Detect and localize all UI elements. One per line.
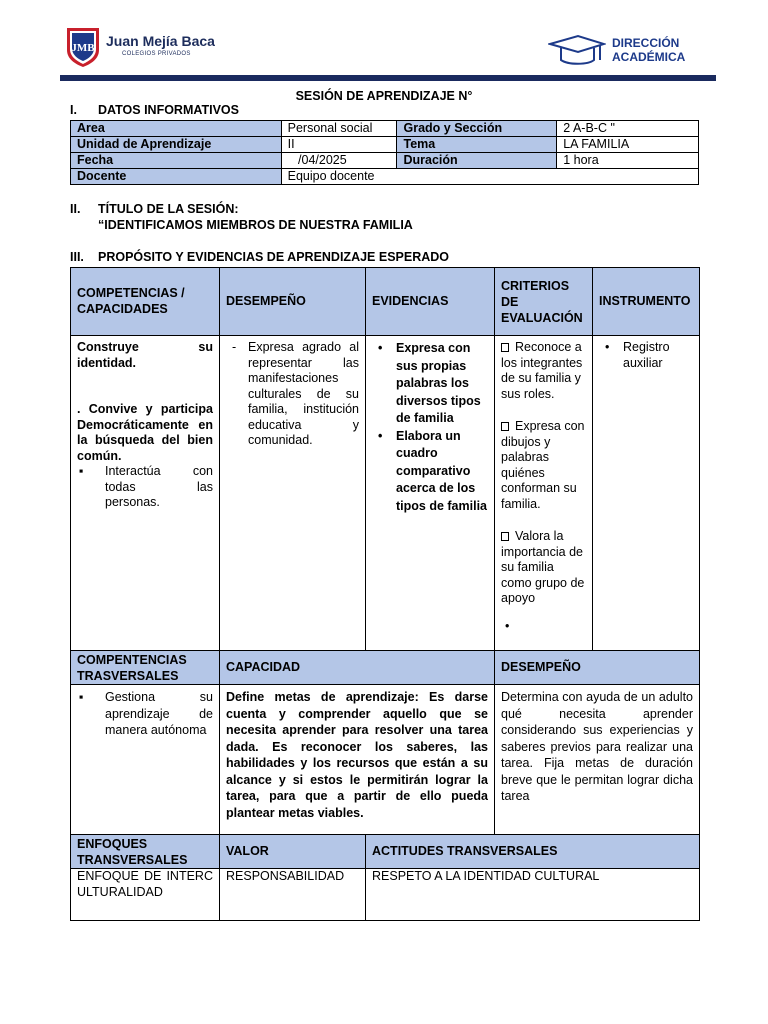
- header-criterios: CRITERIOS DE EVALUACIÓN: [495, 268, 593, 336]
- duracion-value: 1 hora: [557, 153, 699, 169]
- session-name: “IDENTIFICAMOS MIEMBROS DE NUESTRA FAMILIA: [98, 218, 413, 232]
- header-actitudes: ACTITUDES TRANSVERSALES: [366, 835, 700, 869]
- header-competencias-transversales: COMPENTENCIAS TRASVERSALES: [71, 651, 220, 685]
- grado-value: 2 A-B-C ": [557, 121, 699, 137]
- section-2-number: II.: [70, 202, 81, 216]
- department-line-1: DIRECCIÓN: [612, 36, 680, 50]
- tema-value: LA FAMILIA: [557, 137, 699, 153]
- header-capacidad: CAPACIDAD: [220, 651, 495, 685]
- criterio-2: Expresa con dibujos y palabras quiénes conforman su familia.: [501, 419, 585, 511]
- desempeno-cell: [220, 336, 366, 651]
- header-competencias: COMPETENCIAS / CAPACIDADES: [71, 268, 220, 336]
- header-desempeno-transversal: DESEMPEÑO: [495, 651, 700, 685]
- checkbox-icon: [501, 343, 509, 352]
- instrumento-cell: [593, 336, 700, 651]
- section-1-heading: [70, 103, 239, 117]
- duracion-label: Duración: [397, 153, 557, 169]
- table-row: [71, 121, 699, 137]
- actitud-value: RESPETO A LA IDENTIDAD CULTURAL: [366, 869, 700, 921]
- area-value: Personal social: [281, 121, 397, 137]
- criterio-1: Reconoce a los integrantes de su familia y sus roles.: [501, 340, 583, 401]
- header-valor: VALOR: [220, 835, 366, 869]
- desempeno-text: - Expresa agrado al representar las manifestaciones culturales de su familia, institución educativa y comunidad.: [226, 340, 359, 449]
- table-row: [71, 685, 700, 835]
- checkbox-icon: [501, 422, 509, 431]
- competencia-2: . Convive y participa Democráticamente en la búsqueda del bien común.: [77, 402, 213, 463]
- header-evidencias: EVIDENCIAS: [366, 268, 495, 336]
- docente-label: Docente: [71, 169, 282, 185]
- criterio-3: Valora la importancia de su familia como grupo de apoyo: [501, 529, 585, 605]
- transversal-competencia: ▪ Gestiona su aprendizaje de manera autónoma: [77, 689, 213, 739]
- grado-label: Grado y Sección: [397, 121, 557, 137]
- evidencia-2: • Elabora un cuadro comparativo acerca de los tipos de familia: [372, 428, 488, 516]
- fecha-value: /04/2025: [281, 153, 397, 169]
- department-line-2: ACADÉMICA: [612, 50, 686, 64]
- department-title: [612, 36, 685, 64]
- session-title: SESIÓN DE APRENDIZAJE N°: [295, 89, 473, 103]
- section-2-title: TÍTULO DE LA SESIÓN:: [98, 202, 239, 216]
- competencia-1: Construye su identidad.: [77, 340, 213, 370]
- section-2-heading: [70, 202, 239, 216]
- info-table: [70, 120, 699, 185]
- logo-initials: JMB: [71, 42, 95, 54]
- enfoque-value: ENFOQUE DE INTERCULTURALIDAD: [71, 869, 220, 921]
- header-divider: [60, 75, 716, 81]
- instrumento-text: • Registro auxiliar: [599, 340, 693, 371]
- graduation-cap-icon: [548, 32, 606, 70]
- table-row: [71, 336, 700, 651]
- section-3-number: III.: [70, 250, 84, 264]
- learning-table: [70, 267, 700, 921]
- docente-value: Equipo docente: [281, 169, 698, 185]
- section-3-title: PROPÓSITO Y EVIDENCIAS DE APRENDIZAJE ESPERADO: [98, 250, 450, 264]
- school-name: Juan Mejía Baca: [106, 33, 215, 49]
- table-row: [71, 137, 699, 153]
- tema-label: Tema: [397, 137, 557, 153]
- capacidad-1: ▪ Interactúa con todas las personas.: [77, 464, 213, 511]
- table-header-row: [71, 651, 700, 685]
- table-header-row: [71, 835, 700, 869]
- section-1-number: I.: [70, 103, 77, 117]
- header-instrumento: INSTRUMENTO: [593, 268, 700, 336]
- school-subtitle: COLEGIOS PRIVADOS: [122, 51, 191, 57]
- table-header-row: [71, 268, 700, 336]
- checkbox-icon: [501, 532, 509, 541]
- section-1-title: DATOS INFORMATIVOS: [98, 103, 239, 117]
- school-logo-icon: [64, 26, 102, 68]
- transversal-capacidad: Define metas de aprendizaje: Es darse cuenta y comprender aquello que se necesita aprender para resolver una tarea dada. Es reconocer los saberes, las habilidades y los recursos que están a su alcance y si estos le permitirán lograr la tarea, para que a partir de ello pueda plantear metas viables.: [220, 685, 495, 835]
- fecha-label: Fecha: [71, 153, 282, 169]
- unidad-value: II: [281, 137, 397, 153]
- section-3-heading: [70, 250, 449, 264]
- table-row: [71, 153, 699, 169]
- transversal-competencia-cell: [71, 685, 220, 835]
- bullet-icon: •: [505, 618, 510, 633]
- header-desempeno: DESEMPEÑO: [220, 268, 366, 336]
- evidencias-cell: [366, 336, 495, 651]
- transversal-desempeno: Determina con ayuda de un adulto qué necesita aprender considerando sus experiencias y saberes previos para realizar una tarea. Fija metas de duración breve que le permitan lograr dicha tarea: [495, 685, 700, 835]
- area-label: Area: [71, 121, 282, 137]
- table-row: [71, 169, 699, 185]
- evidencia-1: • Expresa con sus propias palabras los diversos tipos de familia: [372, 340, 488, 428]
- unidad-label: Unidad de Aprendizaje: [71, 137, 282, 153]
- valor-value: RESPONSABILIDAD: [220, 869, 366, 921]
- header-enfoques: ENFOQUES TRANSVERSALES: [71, 835, 220, 869]
- competencias-cell: [71, 336, 220, 651]
- criterios-cell: [495, 336, 593, 651]
- table-row: [71, 869, 700, 921]
